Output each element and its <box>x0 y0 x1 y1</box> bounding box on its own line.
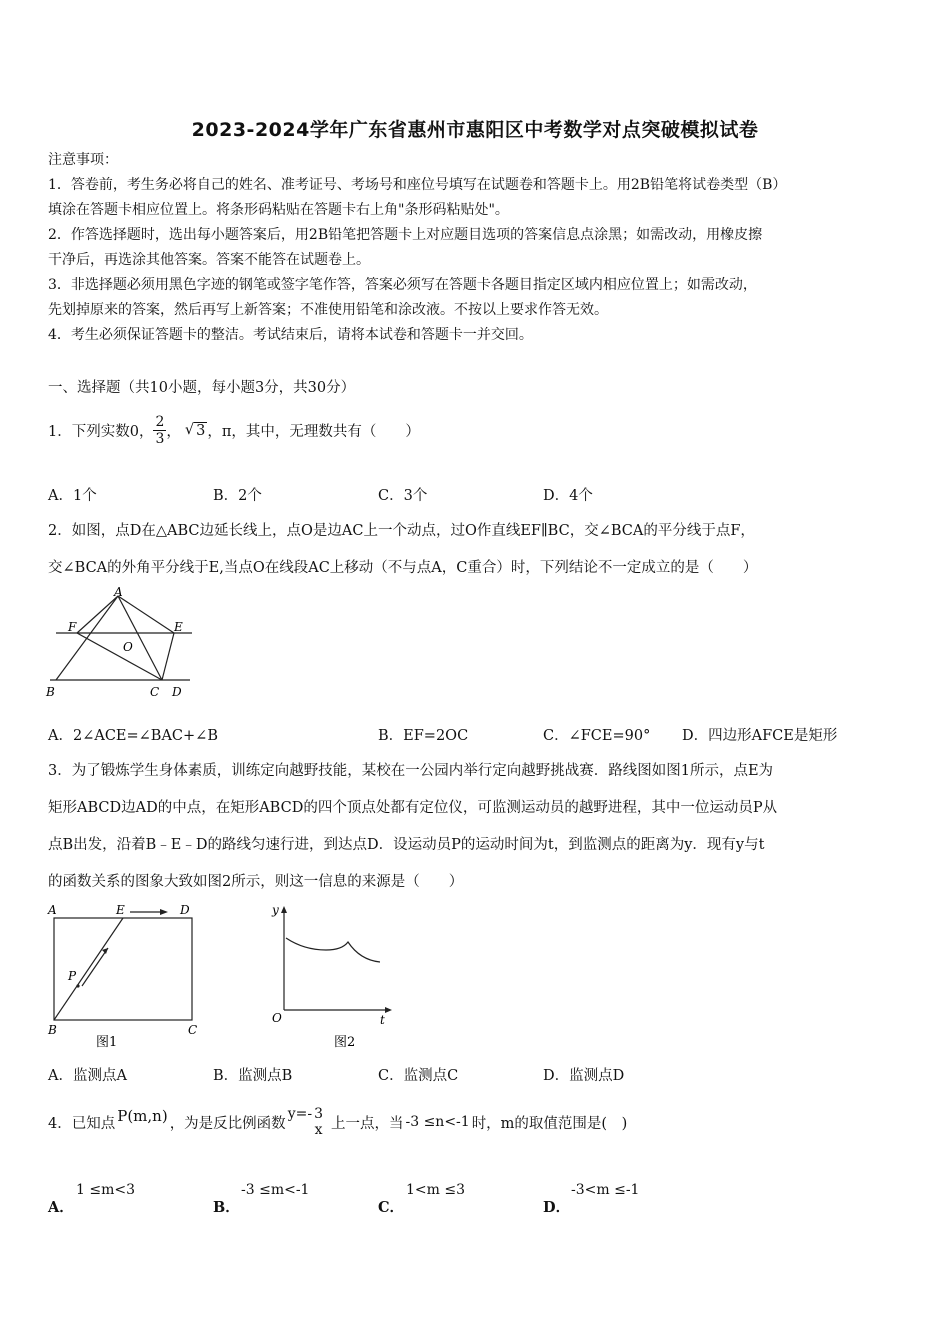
notice-line-2: 填涂在答题卡相应位置上。将条形码粘贴在答题卡右上角"条形码粘贴处"。 <box>48 202 509 218</box>
q4-option-a[interactable] <box>48 1178 213 1218</box>
q4-func-left: y=- <box>287 1106 313 1122</box>
q4-option-c-label: C． <box>378 1199 405 1216</box>
q4-func-num: 3 <box>314 1106 323 1122</box>
notice-line-1: 1．答卷前，考生务必将自己的姓名、准考证号、考场号和座位号填写在试题卷和答题卡上。用2B铅笔将试卷类型（B） <box>48 177 787 193</box>
question-4 <box>48 1096 627 1148</box>
label-c: C <box>150 685 160 699</box>
q4-option-d-value: -3<m ≤-1 <box>571 1182 640 1198</box>
q1-option-b[interactable]: B．2个 <box>213 488 262 504</box>
sqrt-icon: √ <box>184 422 195 438</box>
q3-option-d[interactable]: D．监测点D <box>543 1068 625 1084</box>
label-o: O <box>123 640 133 654</box>
q2-option-b[interactable]: B．EF=2OC <box>378 728 469 744</box>
fig2-caption: 图2 <box>334 1035 356 1050</box>
x-arrow-icon <box>385 1007 392 1013</box>
notice-line-7: 4．考生必须保证答题卡的整洁。考试结束后，请将本试卷和答题卡一并交回。 <box>48 327 533 343</box>
q1-option-c[interactable]: C．3个 <box>378 488 428 504</box>
fig1-label-p: P <box>68 969 77 983</box>
question-1 <box>48 405 420 455</box>
q2-option-d[interactable]: D．四边形AFCE是矩形 <box>682 728 838 744</box>
q1-prefix: 1．下列实数0， <box>48 423 154 440</box>
q1-option-d[interactable]: D．4个 <box>543 488 593 504</box>
fig1-label-e: E <box>116 903 125 917</box>
y-arrow-icon <box>281 906 287 913</box>
label-e: E <box>174 620 183 634</box>
q1-suffix: ，π，其中，无理数共有（ ） <box>207 423 420 440</box>
q4-option-a-label: A． <box>48 1199 74 1216</box>
q1-option-a[interactable]: A．1个 <box>48 488 97 504</box>
q3-line-1: 3．为了锻炼学生身体素质，训练定向越野技能，某校在一公园内举行定向越野挑战赛．路线图如图1所示，点E为 <box>48 763 774 779</box>
q4-cond: -3 ≤n<-1 <box>405 1114 470 1130</box>
notice-line-4: 干净后，再选涂其他答案。答案不能答在试题卷上。 <box>48 252 370 268</box>
q4-func-fraction <box>312 1106 325 1138</box>
q1-fraction <box>153 414 166 447</box>
q4-option-d[interactable] <box>543 1178 708 1218</box>
fig2-label-o: O <box>272 1011 282 1025</box>
q4-func-den: x <box>314 1122 323 1138</box>
page-title: 2023-2024学年广东省惠州市惠阳区中考数学对点突破模拟试卷 <box>191 119 759 141</box>
notice-line-6: 先划掉原来的答案，然后再写上新答案；不准使用铅笔和涂改液。不按以上要求作答无效。 <box>48 302 608 318</box>
q3-line-4: 的函数关系的图象大致如图2所示，则这一信息的来源是（ ） <box>48 874 464 890</box>
q2-option-c[interactable]: C．∠FCE=90° <box>543 728 651 744</box>
line-be <box>54 918 123 1020</box>
fig1-label-a: A <box>48 903 57 917</box>
notice-heading: 注意事项： <box>48 152 118 168</box>
line-af <box>77 596 118 633</box>
q4-option-b-label: B． <box>213 1199 240 1216</box>
q3-figure-1 <box>44 898 214 1050</box>
q3-line-2: 矩形ABCD边AD的中点，在矩形ABCD的四个顶点处都有定位仪，可监测运动员的越野进程，其中一位运动员P从 <box>48 800 778 816</box>
q3-figure-2 <box>264 898 400 1050</box>
q4-option-c[interactable] <box>378 1178 543 1218</box>
curve-y-t <box>286 938 380 962</box>
q2-figure <box>44 584 200 704</box>
q4-prefix: 4．已知点 <box>48 1115 116 1132</box>
q4-suffix: 时，m的取值范围是( ) <box>471 1115 628 1132</box>
arrow-head-icon <box>160 909 168 915</box>
q3-option-c[interactable]: C．监测点C <box>378 1068 459 1084</box>
q4-mid: ，为是反比例函数 <box>169 1115 286 1132</box>
line-ec <box>162 633 174 680</box>
fig1-caption: 图1 <box>96 1035 118 1050</box>
q4-option-c-value: 1<m ≤3 <box>406 1182 466 1198</box>
q1-sep: ， <box>166 423 181 440</box>
fig1-label-b: B <box>48 1023 57 1037</box>
section-heading: 一、选择题（共10小题，每小题3分，共30分） <box>48 380 356 396</box>
fig1-label-d: D <box>180 903 190 917</box>
notice-line-5: 3．非选择题必须用黑色字迹的钢笔或签字笔作答，答案必须写在答题卡各题目指定区域内相应位置上；如需改动， <box>48 277 757 293</box>
label-f: F <box>68 620 77 634</box>
label-b: B <box>46 685 55 699</box>
q1-frac-den: 3 <box>155 430 165 447</box>
notice-line-3: 2．作答选择题时，选出每小题答案后，用2B铅笔把答题卡上对应题目选项的答案信息点涂黑；如需改动，用橡皮擦 <box>48 227 763 243</box>
q4-after: 上一点，当 <box>330 1115 404 1132</box>
q3-line-3: 点B出发，沿着B﹣E﹣D的路线匀速行进，到达点D．设运动员P的运动时间为t，到监测点的距离为y．现有y与t <box>48 837 765 853</box>
q2-line-2: 交∠BCA的外角平分线于E,当点O在线段AC上移动（不与点A，C重合）时，下列结论不一定成立的是（ ） <box>48 560 758 576</box>
q4-option-d-label: D． <box>543 1199 571 1216</box>
fig2-label-t: t <box>380 1013 385 1027</box>
q4-option-b-value: -3 ≤m<-1 <box>241 1182 310 1198</box>
point-p <box>76 984 79 987</box>
fig2-label-y: y <box>272 903 279 917</box>
q2-option-a[interactable]: A．2∠ACE=∠BAC+∠B <box>48 728 218 744</box>
q4-point: P(m,n) <box>117 1107 168 1125</box>
q2-line-1: 2．如图，点D在△ABC边延长线上，点O是边AC上一个动点，过O作直线EF∥BC，交∠BCA的平分线于点F， <box>48 523 755 539</box>
q4-option-a-value: 1 ≤m<3 <box>76 1182 136 1198</box>
q4-option-b[interactable] <box>213 1178 378 1218</box>
q1-frac-num: 2 <box>155 413 165 430</box>
q3-option-b[interactable]: B．监测点B <box>213 1068 293 1084</box>
label-d: D <box>172 685 182 699</box>
q3-option-a[interactable]: A．监测点A <box>48 1068 127 1084</box>
q1-sqrt-value: 3 <box>196 422 206 439</box>
label-a: A <box>114 585 123 599</box>
path-arrow-be <box>82 948 108 986</box>
fig1-label-c: C <box>188 1023 198 1037</box>
line-ae <box>118 596 174 633</box>
